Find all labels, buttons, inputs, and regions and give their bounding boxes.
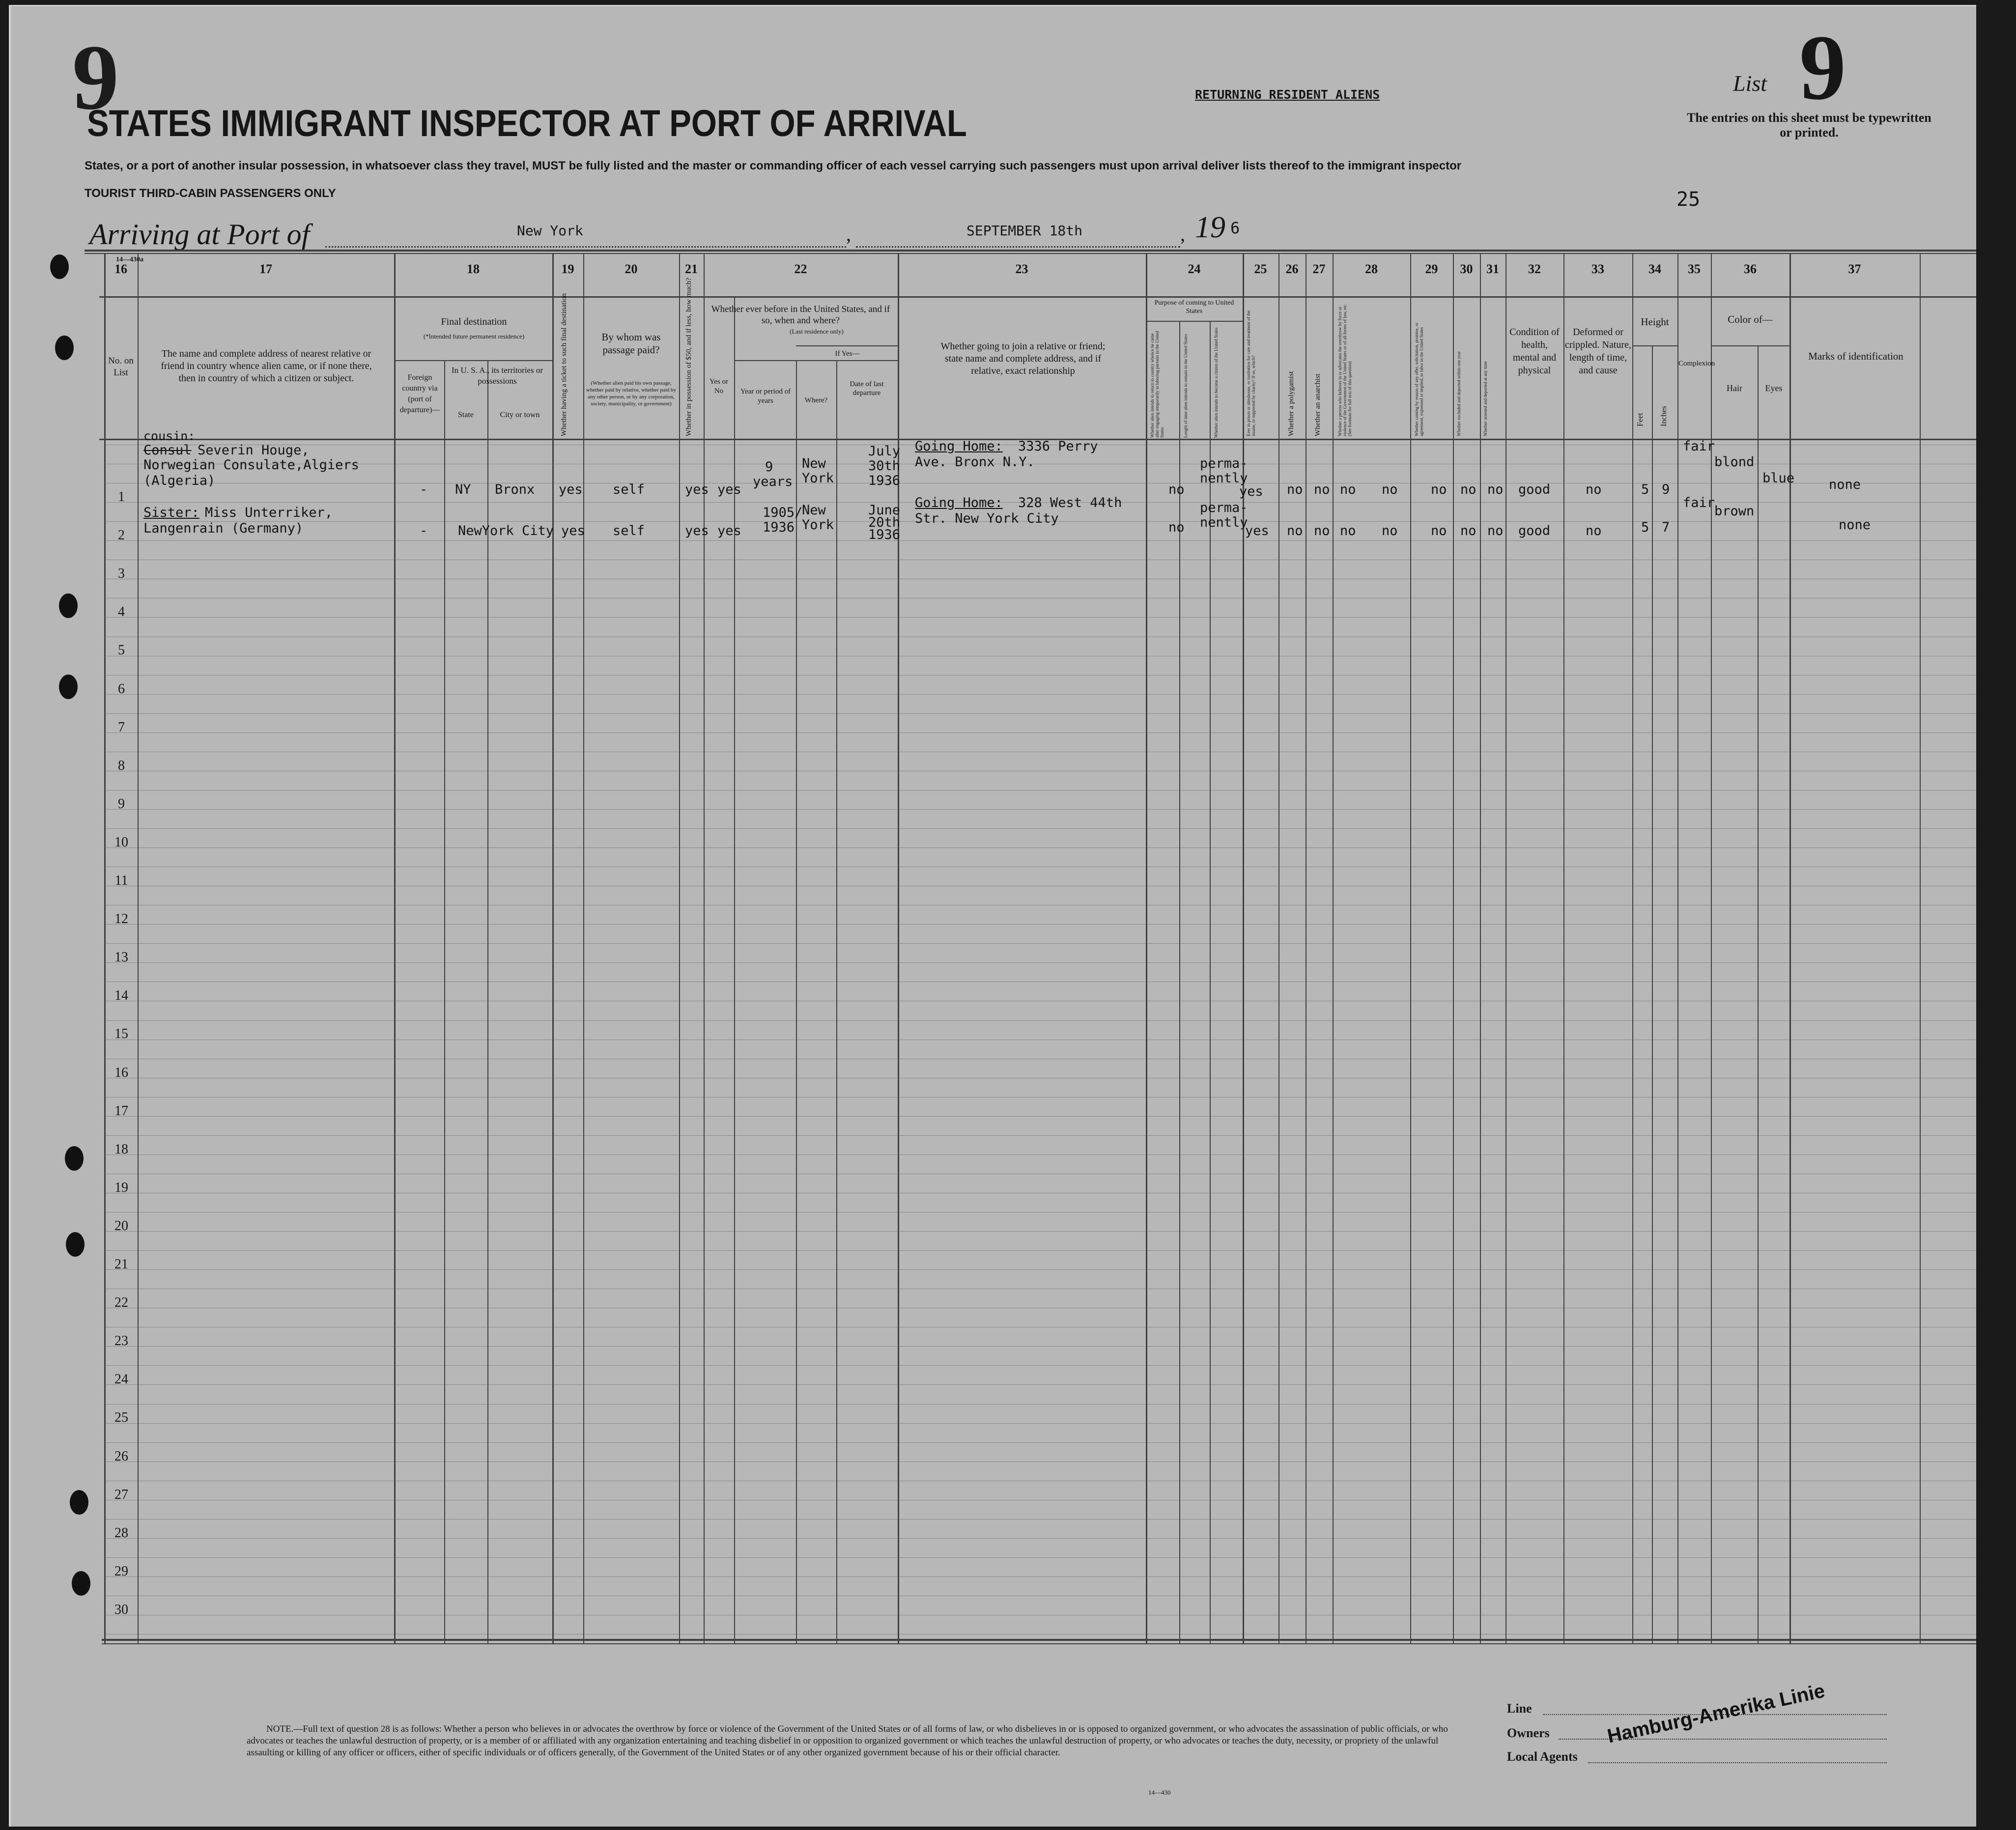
ruled-line <box>104 1346 1976 1347</box>
row-number: 9 <box>118 796 125 812</box>
inches: 7 <box>1662 520 1670 535</box>
col-subheader-eyes: Eyes <box>1765 383 1783 393</box>
col-header-ticket: Whether having a ticket to such final destination <box>560 293 568 436</box>
ruled-line <box>104 924 1976 925</box>
row-number: 1 <box>118 489 125 505</box>
arrival-date: SEPTEMBER 18th <box>966 223 1083 239</box>
col-subheader-inches: Inches <box>1660 406 1668 426</box>
ruled-line <box>104 1365 1976 1366</box>
relative-name: Miss Unterriker, <box>205 505 333 520</box>
punch-hole <box>59 675 78 699</box>
col-line <box>734 296 735 1643</box>
col-header-labor-offer: Whether coming by reason of any offer, solicitation, promise, or agreement, expressed or implied, to labor in the United States <box>1414 322 1424 436</box>
col-line <box>1652 345 1653 1643</box>
feet: 5 <box>1641 482 1649 497</box>
col-line <box>1333 253 1334 1643</box>
row-number: 6 <box>118 681 125 697</box>
col-header-before-in-us: Whether ever before in the United States, and if so, when and where? <box>711 304 890 326</box>
col-header-marks: Marks of identification <box>1808 350 1903 362</box>
stamp-returning-resident: RETURNING RESIDENT ALIENS <box>1195 87 1380 102</box>
departure: June <box>868 503 901 518</box>
row-number: 14 <box>114 988 128 1004</box>
col-header-health: Condition of health, mental and physical <box>1509 327 1560 376</box>
list-number: 9 <box>1799 16 1846 119</box>
col-header-arrested: Whether arrested and deported at any time <box>1483 361 1488 436</box>
col-subheader-where: Where? <box>804 396 828 404</box>
citizen: yes <box>1239 484 1263 499</box>
col-number: 30 <box>1460 262 1473 276</box>
col-header-prison: Ever in prison or almshouse, or institution for care and treatment of the insane, or supported by charity? If so, which? <box>1246 310 1256 436</box>
relation-struck: Consul <box>143 443 192 458</box>
page-title: STATES IMMIGRANT INSPECTOR AT PORT OF ARRIVAL <box>87 103 967 144</box>
punch-hole <box>65 1146 84 1171</box>
relative-country: (Algeria) <box>143 473 216 488</box>
join-address: Ave. Bronx N.Y. <box>915 454 1035 470</box>
col-number: 36 <box>1744 262 1757 276</box>
ruled-line <box>104 1116 1976 1117</box>
col-header-overthrow: Whether a person who believes in or advocates the overthrow by force or violence of the Government of the United States or of all forms of law, etc. (See footnote for full text of this question) <box>1337 304 1352 436</box>
col-line <box>1278 253 1279 1643</box>
arriving-label: Arriving at Port of <box>89 218 310 251</box>
row-number: 30 <box>114 1602 128 1617</box>
relative-address: Norwegian Consulate,Algiers <box>143 457 359 473</box>
col-number: 33 <box>1591 262 1604 276</box>
rule <box>102 1643 1976 1644</box>
row-number: 17 <box>114 1103 128 1119</box>
length-stay: nently <box>1200 471 1248 486</box>
row-number: 2 <box>118 528 125 543</box>
col-line <box>704 253 705 1643</box>
col-line <box>1505 253 1506 1643</box>
q27: no <box>1340 482 1356 497</box>
city: NewYork City <box>458 523 554 538</box>
col-line <box>1453 253 1454 1643</box>
col-line <box>1179 321 1180 1643</box>
ruled-line <box>104 1231 1976 1232</box>
date-underline <box>856 246 1180 248</box>
ruled-line <box>104 1269 1976 1270</box>
q30: no <box>1460 482 1477 497</box>
punch-hole <box>66 1232 85 1257</box>
col-number: 37 <box>1848 262 1861 276</box>
ruled-line <box>104 694 1976 695</box>
col-number: 25 <box>1254 262 1267 276</box>
col-number: 27 <box>1312 262 1326 276</box>
col-line <box>1758 345 1759 1643</box>
row-number: 4 <box>118 604 125 620</box>
col-line <box>1146 253 1147 1643</box>
row-number: 25 <box>114 1410 128 1426</box>
col-number: 29 <box>1425 262 1438 276</box>
port-underline <box>325 246 846 248</box>
form-code: 14—430a <box>116 256 143 263</box>
col-number: 35 <box>1688 262 1701 276</box>
row-number: 23 <box>114 1333 128 1349</box>
typewritten-note: The entries on this sheet must be typewritten or printed. <box>1687 111 1931 140</box>
health: good <box>1518 523 1551 538</box>
col-line <box>836 360 837 1643</box>
intro-text: States, or a port of another insular possession, in whatsoever class they travel, MUST be fully listed and the master or commanding officer of each vessel carrying such passengers must upon arrival deliver lists thereof to the immigrant inspector <box>85 159 1462 172</box>
join-address: Str. New York City <box>915 511 1059 526</box>
col-subheader-feet: Feet <box>1636 413 1645 426</box>
money-50: yes <box>685 482 709 497</box>
row-number: 8 <box>118 758 125 773</box>
ruled-line <box>104 675 1976 676</box>
ruled-line <box>104 962 1976 963</box>
row-number: 15 <box>114 1026 128 1042</box>
punch-hole <box>50 254 69 279</box>
ruled-line <box>104 617 1976 618</box>
col-number: 28 <box>1365 262 1378 276</box>
row-number: 22 <box>114 1295 128 1311</box>
where: New <box>802 456 826 471</box>
hair: brown <box>1714 504 1755 519</box>
period-unit: years <box>753 474 793 489</box>
length-stay: perma- <box>1200 456 1248 471</box>
deformed: no <box>1586 523 1602 538</box>
col-subheader-usa: In U. S. A., its territories or possessions <box>451 366 543 386</box>
relation-label: Sister: <box>143 505 199 520</box>
col-header-complexion: Complexion <box>1678 360 1715 367</box>
col-line <box>444 360 445 1643</box>
col-header-height: Height <box>1641 316 1669 328</box>
period: 1936 <box>763 520 795 535</box>
marks: none <box>1829 477 1861 492</box>
row-number: 5 <box>118 643 125 658</box>
join-address: 3336 Perry <box>1018 439 1098 454</box>
ruled-line <box>104 809 1976 810</box>
join-address: 328 West 44th <box>1018 495 1122 510</box>
q31: no <box>1487 523 1504 538</box>
q26: no <box>1314 482 1330 497</box>
ruled-line <box>104 540 1976 541</box>
departure: July <box>868 444 901 459</box>
col-line <box>1410 253 1411 1643</box>
col-number: 20 <box>625 262 638 276</box>
before-us: yes <box>717 482 741 497</box>
ruled-line <box>104 1250 1976 1251</box>
ruled-line <box>104 1538 1976 1539</box>
row-number: 18 <box>114 1141 128 1157</box>
marks: none <box>1839 517 1871 533</box>
col-header-deformed: Deformed or crippled. Nature, length of time, and cause <box>1565 327 1631 376</box>
return-country: no <box>1168 482 1185 497</box>
ruled-line <box>104 828 1976 829</box>
inches: 9 <box>1662 482 1670 497</box>
col-number: 22 <box>794 262 807 276</box>
ruled-line <box>104 943 1976 944</box>
ruled-line <box>104 1557 1976 1558</box>
where: York <box>802 517 834 533</box>
punch-hole <box>70 1490 88 1515</box>
ruled-line <box>104 1519 1976 1520</box>
list-label: List <box>1733 71 1767 96</box>
col-subheader-last-residence: (Last residence only) <box>790 328 844 335</box>
comma: , <box>846 223 851 245</box>
col-line <box>394 253 396 1643</box>
row-number: 3 <box>118 566 125 582</box>
row-number: 16 <box>114 1065 128 1080</box>
col-line <box>1480 253 1481 1643</box>
col-header-length-stay: Length of time alien intends to remain in the United States <box>1183 334 1188 438</box>
page-number: 25 <box>1676 188 1701 211</box>
ruled-line <box>104 1384 1976 1385</box>
footnote-question-28: NOTE.—Full text of question 28 is as follows: Whether a person who believes in or advocates the overthrow by force or violence of the Government of the United States or of all forms of law, or who disbelieves in or is opposed to organized government, or who advocates the assassination of public officials, or who advocates or teaches the unlawful destruction of property, or is a member of or affiliated with any organization entertaining and teaching disbelief in or opposition to organized government or which teaches the unlawful destruction of property, or who advocates or teaches the duty, necessity, or propriety of the unlawful assaulting or killing of any officer or officers, either of specific individuals or of officers generally, of the Government of the United States or of any other organized government because of his or their official character. <box>247 1724 1448 1758</box>
col-line <box>1632 253 1633 1643</box>
relative-address: Langenrain (Germany) <box>143 521 304 536</box>
q30: no <box>1460 523 1477 538</box>
port-name: New York <box>517 223 583 239</box>
ticket: yes <box>561 523 585 538</box>
row-number: 12 <box>114 911 128 927</box>
col-header-citizen: Whether alien intends to become a citizen of the United States <box>1214 327 1219 438</box>
rule <box>102 1639 1976 1641</box>
agents-underline <box>1588 1762 1887 1763</box>
col-number: 21 <box>685 262 698 276</box>
col-subheader-foreign-country: Foreign country via (port of departure)— <box>399 373 440 414</box>
footnote-code: 14—430 <box>1148 1789 1171 1796</box>
join-label: Going Home: <box>915 439 1003 454</box>
deformed: no <box>1586 482 1602 497</box>
year-prefix: 19 <box>1195 211 1225 244</box>
col-line <box>104 253 106 1643</box>
relative-name: Severin Houge, <box>198 443 310 458</box>
col-subheader-date-departure: Date of last departure <box>850 380 884 397</box>
col-line <box>552 253 554 1643</box>
rule <box>85 253 1976 254</box>
city: Bronx <box>495 482 535 497</box>
q28: no <box>1382 482 1398 497</box>
col-subheader-passage: (Whether alien paid his own passage, whether paid by relative, whether paid by any other person, or by any corporation, society, municipality, or government) <box>586 380 676 407</box>
col-subheader-if-yes: If Yes— <box>835 350 860 358</box>
line-label: Line <box>1507 1701 1532 1716</box>
before-us: yes <box>717 523 741 538</box>
col-line <box>796 360 797 1643</box>
length-stay: nently <box>1200 515 1248 530</box>
q26: no <box>1314 523 1330 538</box>
period: 1905/ <box>763 505 803 520</box>
ticket: yes <box>559 482 583 497</box>
col-subheader-city: City or town <box>500 411 540 419</box>
join-label: Going Home: <box>915 495 1003 510</box>
line-stamp: Hamburg-Amerika Linie <box>1605 1680 1827 1747</box>
period: 9 <box>765 459 773 475</box>
col-line <box>679 253 680 1643</box>
where: York <box>802 471 834 486</box>
length-stay: perma- <box>1200 500 1248 515</box>
col-header-passage-paid: By whom was passage paid? <box>601 331 661 356</box>
col-header-join-relative: Whether going to join a relative or friend; state name and complete address, and if relative, exact relationship <box>940 341 1106 376</box>
rule <box>1711 345 1789 346</box>
paid-by: self <box>613 482 645 497</box>
rule <box>99 296 1976 298</box>
col-number: 23 <box>1015 262 1028 276</box>
manifest-sheet <box>9 5 1976 1827</box>
foreign-via: - <box>420 523 428 538</box>
col-line <box>487 360 488 1643</box>
state: NY <box>455 482 471 497</box>
q29: no <box>1431 482 1447 497</box>
rule <box>734 360 898 361</box>
col-number: 18 <box>467 262 480 276</box>
ruled-line <box>104 732 1976 733</box>
relation-added: cousin: <box>143 429 196 443</box>
ruled-line <box>104 1404 1976 1405</box>
row-number: 20 <box>114 1218 128 1234</box>
q28: no <box>1382 523 1398 538</box>
col-header-excluded: Whether excluded and deported within one year <box>1456 351 1461 436</box>
eyes: blue <box>1762 471 1795 486</box>
col-number: 31 <box>1486 262 1499 276</box>
col-number: 24 <box>1188 262 1201 276</box>
col-header-color: Color of— <box>1728 313 1773 325</box>
col-line <box>1677 253 1678 1643</box>
return-country: no <box>1168 520 1185 535</box>
rule <box>1632 345 1677 346</box>
row-number: 24 <box>114 1372 128 1387</box>
col-header-anarchist: Whether an anarchist <box>1314 373 1322 436</box>
sheet-number-left: 9 <box>72 26 119 129</box>
col-number: 26 <box>1285 262 1299 276</box>
foreign-via: - <box>420 482 428 497</box>
year-suffix: 6 <box>1230 219 1240 237</box>
comma: , <box>1180 223 1185 245</box>
ruled-line <box>104 1097 1976 1098</box>
row-number: 11 <box>114 873 128 888</box>
col-subheader-years: Year or period of years <box>740 388 791 405</box>
citizen: yes <box>1245 523 1269 538</box>
col-header-return-country: Whether alien intends to return to country whence he came after engaging temporarily in laboring pursuits in the United States <box>1150 331 1164 438</box>
q25: no <box>1287 523 1303 538</box>
owners-label: Owners <box>1507 1726 1550 1740</box>
col-number: 34 <box>1648 262 1661 276</box>
rule <box>394 360 552 361</box>
col-number: 19 <box>561 262 574 276</box>
hair: blond <box>1714 454 1755 470</box>
col-header-polygamist: Whether a polygamist <box>1287 371 1295 436</box>
ruled-line <box>104 1442 1976 1443</box>
q31: no <box>1487 482 1504 497</box>
ruled-line <box>104 1020 1976 1021</box>
complexion: fair <box>1683 439 1715 454</box>
col-header-purpose: Purpose of coming to United States <box>1154 299 1234 315</box>
col-number: 16 <box>114 262 127 276</box>
col-header-no-on-list: No. on List <box>108 356 134 378</box>
departure: 1936 <box>868 473 901 488</box>
rule <box>796 345 898 346</box>
punch-hole <box>72 1571 90 1596</box>
row-number: 28 <box>114 1525 128 1541</box>
col-header-final-destination: Final destination <box>441 316 507 327</box>
local-agents-label: Local Agents <box>1507 1749 1578 1764</box>
col-subheader-hair: Hair <box>1727 383 1742 393</box>
row-number: 19 <box>114 1180 128 1195</box>
col-line <box>1920 253 1921 1643</box>
rule <box>85 250 1976 252</box>
tourist-notice: TOURIST THIRD-CABIN PASSENGERS ONLY <box>85 187 336 200</box>
punch-hole <box>55 336 74 360</box>
col-line <box>138 253 139 1643</box>
col-number: 32 <box>1528 262 1541 276</box>
row-number: 13 <box>114 950 128 965</box>
col-header-fifty-dollars: Whether in possession of $50, and if less, how much? <box>685 278 693 436</box>
col-line <box>1711 253 1712 1643</box>
punch-hole <box>59 593 78 618</box>
col-line <box>1563 253 1564 1643</box>
col-subheader-yes-no: Yes or No <box>709 378 729 395</box>
health: good <box>1518 482 1551 497</box>
col-header-relative: The name and complete address of nearest relative or friend in country whence alien came, or if none there, then in country of which a citizen or subject. <box>161 348 372 384</box>
row-number: 29 <box>114 1563 128 1579</box>
row-number: 7 <box>118 719 125 735</box>
row-number: 21 <box>114 1257 128 1272</box>
col-line <box>1789 253 1791 1643</box>
col-number: 17 <box>259 262 272 276</box>
ruled-line <box>104 1423 1976 1424</box>
money-50: yes <box>685 523 709 538</box>
row-number: 10 <box>114 834 128 850</box>
rule <box>1146 321 1243 322</box>
complexion: fair <box>1683 495 1715 510</box>
ruled-line <box>104 1154 1976 1155</box>
paid-by: self <box>613 523 645 538</box>
row-number: 26 <box>114 1448 128 1464</box>
col-subheader-residence: (*Intended future permanent residence) <box>423 333 525 340</box>
ruled-line <box>104 1135 1976 1136</box>
where: New <box>802 503 826 518</box>
col-subheader-state: State <box>458 411 474 419</box>
q29: no <box>1431 523 1447 538</box>
row-number: 27 <box>114 1487 128 1502</box>
col-line <box>583 253 584 1643</box>
ruled-line <box>104 847 1976 848</box>
departure: 20th <box>868 515 901 530</box>
departure: 30th <box>868 458 901 474</box>
feet: 5 <box>1641 520 1649 535</box>
q27: no <box>1340 523 1356 538</box>
ruled-line <box>104 713 1976 714</box>
q25: no <box>1287 482 1303 497</box>
departure: 1936 <box>868 527 901 542</box>
